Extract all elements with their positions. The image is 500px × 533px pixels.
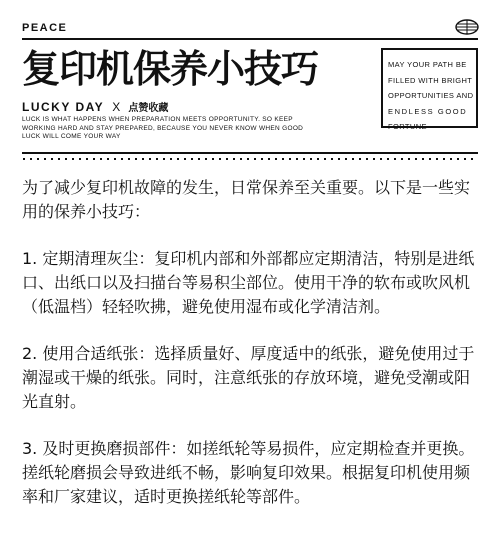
motto-line: LUCK IS WHAT HAPPENS WHEN PREPARATION MEETS OPPORTUNITY. SO KEEP	[22, 116, 293, 123]
fortune-box-line: ENDLESS GOOD	[388, 106, 468, 116]
lucky-separator: X	[112, 100, 121, 114]
tip-paragraph: 3. 及时更换磨损部件：如搓纸轮等易损件，应定期检查并更换。搓纸轮磨损会导致进纸不畅，影响复印效果。根据复印机使用频率和厂家建议，适时更换搓纸轮等部件。	[22, 439, 475, 506]
tip-paragraph: 2. 使用合适纸张：选择质量好、厚度适中的纸张，避免使用过于潮湿或干燥的纸张。同时，注意纸张的存放环境，避免受潮或阳光直射。	[22, 344, 475, 411]
motto-text	[22, 116, 322, 142]
motto-line: LUCK WILL COME YOUR WAY	[22, 133, 121, 140]
striped-globe-icon	[455, 19, 479, 35]
article-body	[22, 176, 480, 532]
fortune-box-line: MAY YOUR PATH BE	[388, 60, 467, 69]
lucky-day-line	[22, 96, 168, 115]
motto-line: WORKING HARD AND STAY PREPARED, BECAUSE YOU NEVER KNOW WHEN GOOD	[22, 124, 304, 132]
fortune-box-line: FILLED WITH BRIGHT	[388, 75, 473, 85]
header-bottom-rule	[22, 152, 478, 154]
fortune-box-line: OPPORTUNITIES AND	[388, 91, 474, 100]
dotted-divider	[22, 158, 478, 160]
page-title: 复印机保养小技巧	[22, 47, 319, 91]
fortune-box	[381, 48, 478, 131]
tip-paragraph: 1. 定期清理灰尘：复印机内部和外部都应定期清洁，特别是进纸口、出纸口以及扫描台等易积尘部位。使用干净的软布或吹风机（低温档）轻轻吹拂，避免使用湿布或化学清洁剂。	[22, 249, 475, 316]
like-and-save-text: 点赞收藏	[128, 103, 169, 114]
brand-name: PEACE	[22, 22, 68, 34]
lucky-day-text: LUCKY DAY	[22, 100, 105, 114]
header-top-rule	[22, 38, 478, 40]
fortune-box-line: FORTUNE	[388, 122, 427, 131]
intro-paragraph: 为了减少复印机故障的发生，日常保养至关重要。以下是一些实用的保养小技巧：	[22, 178, 471, 221]
